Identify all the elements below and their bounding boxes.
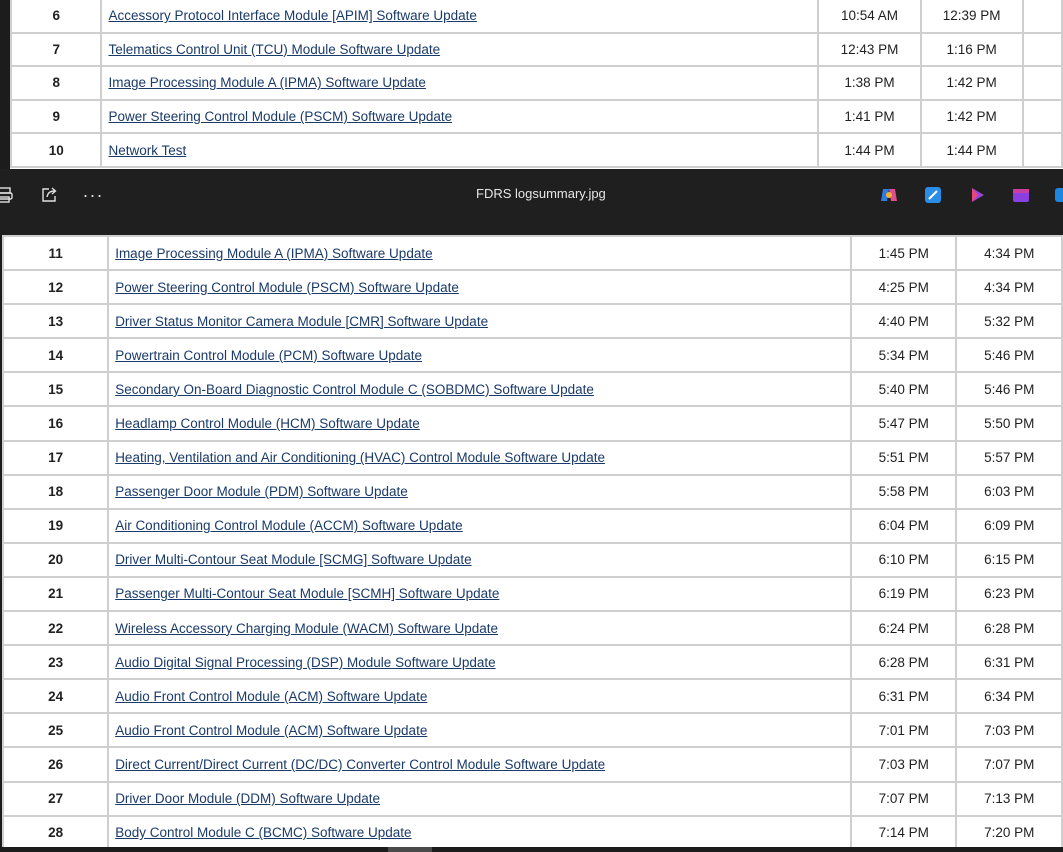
step-name-cell: [101, 133, 818, 167]
end-time: 6:23 PM: [956, 577, 1062, 611]
file-title: FDRS logsummary.jpg: [476, 186, 606, 201]
step-name-cell: [108, 543, 851, 577]
log-table-bottom-section: [2, 235, 1063, 847]
step-name-cell: [108, 441, 851, 475]
step-link[interactable]: Audio Digital Signal Processing (DSP) Module Software Update: [115, 654, 496, 670]
share-icon[interactable]: [35, 181, 63, 209]
start-time: 1:45 PM: [851, 236, 957, 270]
end-time: 6:03 PM: [956, 475, 1062, 509]
start-time: 5:58 PM: [851, 475, 957, 509]
start-time: 1:38 PM: [818, 66, 920, 100]
row-number: 17: [3, 441, 108, 475]
table-row: [3, 611, 1062, 645]
row-number: 12: [3, 270, 108, 304]
table-row: [3, 782, 1062, 816]
step-link[interactable]: Driver Status Monitor Camera Module [CMR] Software Update: [115, 313, 489, 329]
step-link[interactable]: Body Control Module C (BCMC) Software Update: [115, 825, 412, 841]
designer-icon[interactable]: [919, 181, 947, 209]
table-row: [3, 406, 1062, 440]
start-time: 7:03 PM: [851, 747, 957, 781]
table-row: [11, 33, 1062, 67]
start-time: 6:04 PM: [851, 509, 957, 543]
row-number: 25: [3, 713, 108, 747]
step-link[interactable]: Headlamp Control Module (HCM) Software Update: [115, 416, 420, 432]
row-number: 13: [3, 304, 108, 338]
row-number: 15: [3, 372, 108, 406]
table-row: [11, 0, 1062, 33]
row-number: 26: [3, 747, 108, 781]
step-name-cell: [108, 338, 851, 372]
start-time: 6:19 PM: [851, 577, 957, 611]
table-row: [11, 66, 1062, 100]
step-name-cell: [108, 577, 851, 611]
step-link[interactable]: Power Steering Control Module (PSCM) Software Update: [115, 279, 459, 295]
step-link[interactable]: Wireless Accessory Charging Module (WACM) Software Update: [115, 620, 499, 636]
step-link[interactable]: Image Processing Module A (IPMA) Software Update: [108, 75, 426, 91]
end-time: 12:39 PM: [921, 0, 1023, 33]
table-row: [3, 747, 1062, 781]
end-time: 6:15 PM: [956, 543, 1062, 577]
table-row: [3, 338, 1062, 372]
row-number: 28: [3, 816, 108, 847]
video-editor-icon[interactable]: [1007, 181, 1035, 209]
step-name-cell: [108, 270, 851, 304]
start-time: 4:25 PM: [851, 270, 957, 304]
start-time: 1:44 PM: [818, 133, 920, 167]
end-time: 5:32 PM: [956, 304, 1062, 338]
step-name-cell: [108, 475, 851, 509]
step-name-cell: [108, 747, 851, 781]
step-name-cell: [108, 236, 851, 270]
table-row: [11, 133, 1062, 167]
truncated-cell: [1023, 33, 1062, 67]
step-name-cell: [101, 66, 818, 100]
step-link[interactable]: Audio Front Control Module (ACM) Software Update: [115, 688, 428, 704]
step-link[interactable]: Powertrain Control Module (PCM) Software Update: [115, 347, 423, 363]
step-name-cell: [101, 100, 818, 134]
table-row: [3, 270, 1062, 304]
end-time: 4:34 PM: [956, 270, 1062, 304]
end-time: 6:09 PM: [956, 509, 1062, 543]
step-link[interactable]: Image Processing Module A (IPMA) Software Update: [115, 245, 433, 261]
start-time: 6:10 PM: [851, 543, 957, 577]
truncated-cell: [1023, 66, 1062, 100]
step-link[interactable]: Secondary On-Board Diagnostic Control Module C (SOBDMC) Software Update: [115, 381, 594, 397]
end-time: 7:03 PM: [956, 713, 1062, 747]
table-row: [3, 304, 1062, 338]
table-row: [3, 577, 1062, 611]
table-row: [3, 816, 1062, 847]
end-time: 7:13 PM: [956, 782, 1062, 816]
step-link[interactable]: Heating, Ventilation and Air Conditioning (HVAC) Control Module Software Update: [115, 450, 605, 466]
step-link[interactable]: Telematics Control Unit (TCU) Module Software Update: [108, 41, 441, 57]
step-name-cell: [108, 509, 851, 543]
step-name-cell: [108, 611, 851, 645]
step-link[interactable]: Air Conditioning Control Module (ACCM) Software Update: [115, 518, 463, 534]
start-time: 5:40 PM: [851, 372, 957, 406]
copilot-icon[interactable]: [875, 181, 903, 209]
log-table-top-section: [10, 0, 1063, 169]
row-number: 18: [3, 475, 108, 509]
end-time: 7:20 PM: [956, 816, 1062, 847]
row-number: 27: [3, 782, 108, 816]
truncated-cell: [1023, 0, 1062, 33]
row-number: 9: [11, 100, 101, 134]
row-number: 19: [3, 509, 108, 543]
start-time: 7:01 PM: [851, 713, 957, 747]
end-time: 5:46 PM: [956, 372, 1062, 406]
start-time: 6:24 PM: [851, 611, 957, 645]
end-time: 1:16 PM: [921, 33, 1023, 67]
step-name-cell: [108, 679, 851, 713]
step-link[interactable]: Driver Multi-Contour Seat Module [SCMG] Software Update: [115, 552, 472, 568]
table-row: [3, 475, 1062, 509]
step-link[interactable]: Driver Door Module (DDM) Software Update: [115, 791, 381, 807]
row-number: 6: [11, 0, 101, 33]
image-viewer-toolbar: [0, 169, 1063, 235]
end-time: 4:34 PM: [956, 236, 1062, 270]
start-time: 6:28 PM: [851, 645, 957, 679]
end-time: 1:44 PM: [921, 133, 1023, 167]
start-time: 5:34 PM: [851, 338, 957, 372]
start-time: 1:41 PM: [818, 100, 920, 134]
step-link[interactable]: Direct Current/Direct Current (DC/DC) Converter Control Module Software Update: [115, 756, 606, 772]
table-row: [3, 509, 1062, 543]
step-link[interactable]: Power Steering Control Module (PSCM) Software Update: [108, 109, 453, 125]
row-number: 10: [11, 133, 101, 167]
log-table-top: [10, 0, 1063, 168]
step-link[interactable]: Passenger Door Module (PDM) Software Update: [115, 484, 408, 500]
row-number: 20: [3, 543, 108, 577]
end-time: 6:31 PM: [956, 645, 1062, 679]
step-name-cell: [108, 372, 851, 406]
table-row: [3, 543, 1062, 577]
step-link[interactable]: Accessory Protocol Interface Module [APIM] Software Update: [108, 8, 477, 24]
end-time: 7:07 PM: [956, 747, 1062, 781]
step-link[interactable]: Network Test: [108, 142, 187, 158]
start-time: 5:47 PM: [851, 406, 957, 440]
row-number: 7: [11, 33, 101, 67]
table-row: [3, 236, 1062, 270]
start-time: 12:43 PM: [818, 33, 920, 67]
end-time: 5:50 PM: [956, 406, 1062, 440]
start-time: 4:40 PM: [851, 304, 957, 338]
end-time: 1:42 PM: [921, 100, 1023, 134]
table-row: [3, 679, 1062, 713]
step-name-cell: [108, 713, 851, 747]
step-link[interactable]: Passenger Multi-Contour Seat Module [SCMH] Software Update: [115, 586, 500, 602]
table-row: [3, 713, 1062, 747]
log-table-bottom: [2, 235, 1063, 847]
start-time: 7:07 PM: [851, 782, 957, 816]
end-time: 5:57 PM: [956, 441, 1062, 475]
table-row: [3, 645, 1062, 679]
step-name-cell: [108, 406, 851, 440]
step-name-cell: [101, 0, 818, 33]
table-row: [11, 100, 1062, 134]
step-name-cell: [101, 33, 818, 67]
row-number: 14: [3, 338, 108, 372]
end-time: 6:34 PM: [956, 679, 1062, 713]
start-time: 5:51 PM: [851, 441, 957, 475]
step-name-cell: [108, 645, 851, 679]
start-time: 7:14 PM: [851, 816, 957, 847]
truncated-cell: [1023, 100, 1062, 134]
scrollbar-thumb[interactable]: [388, 847, 432, 852]
step-link[interactable]: Audio Front Control Module (ACM) Software Update: [115, 722, 428, 738]
start-time: 6:31 PM: [851, 679, 957, 713]
table-row: [3, 441, 1062, 475]
row-number: 23: [3, 645, 108, 679]
step-name-cell: [108, 304, 851, 338]
end-time: 5:46 PM: [956, 338, 1062, 372]
start-time: 10:54 AM: [818, 0, 920, 33]
row-number: 24: [3, 679, 108, 713]
row-number: 22: [3, 611, 108, 645]
app-icon[interactable]: [1049, 181, 1063, 209]
end-time: 6:28 PM: [956, 611, 1062, 645]
table-row: [3, 372, 1062, 406]
truncated-cell: [1023, 133, 1062, 167]
row-number: 11: [3, 236, 108, 270]
more-icon[interactable]: ···: [82, 184, 104, 205]
print-icon[interactable]: [0, 181, 18, 209]
row-number: 21: [3, 577, 108, 611]
end-time: 1:42 PM: [921, 66, 1023, 100]
step-name-cell: [108, 782, 851, 816]
step-name-cell: [108, 816, 851, 847]
horizontal-scrollbar[interactable]: [0, 847, 1063, 852]
row-number: 16: [3, 406, 108, 440]
clipchamp-icon[interactable]: [964, 181, 992, 209]
row-number: 8: [11, 66, 101, 100]
